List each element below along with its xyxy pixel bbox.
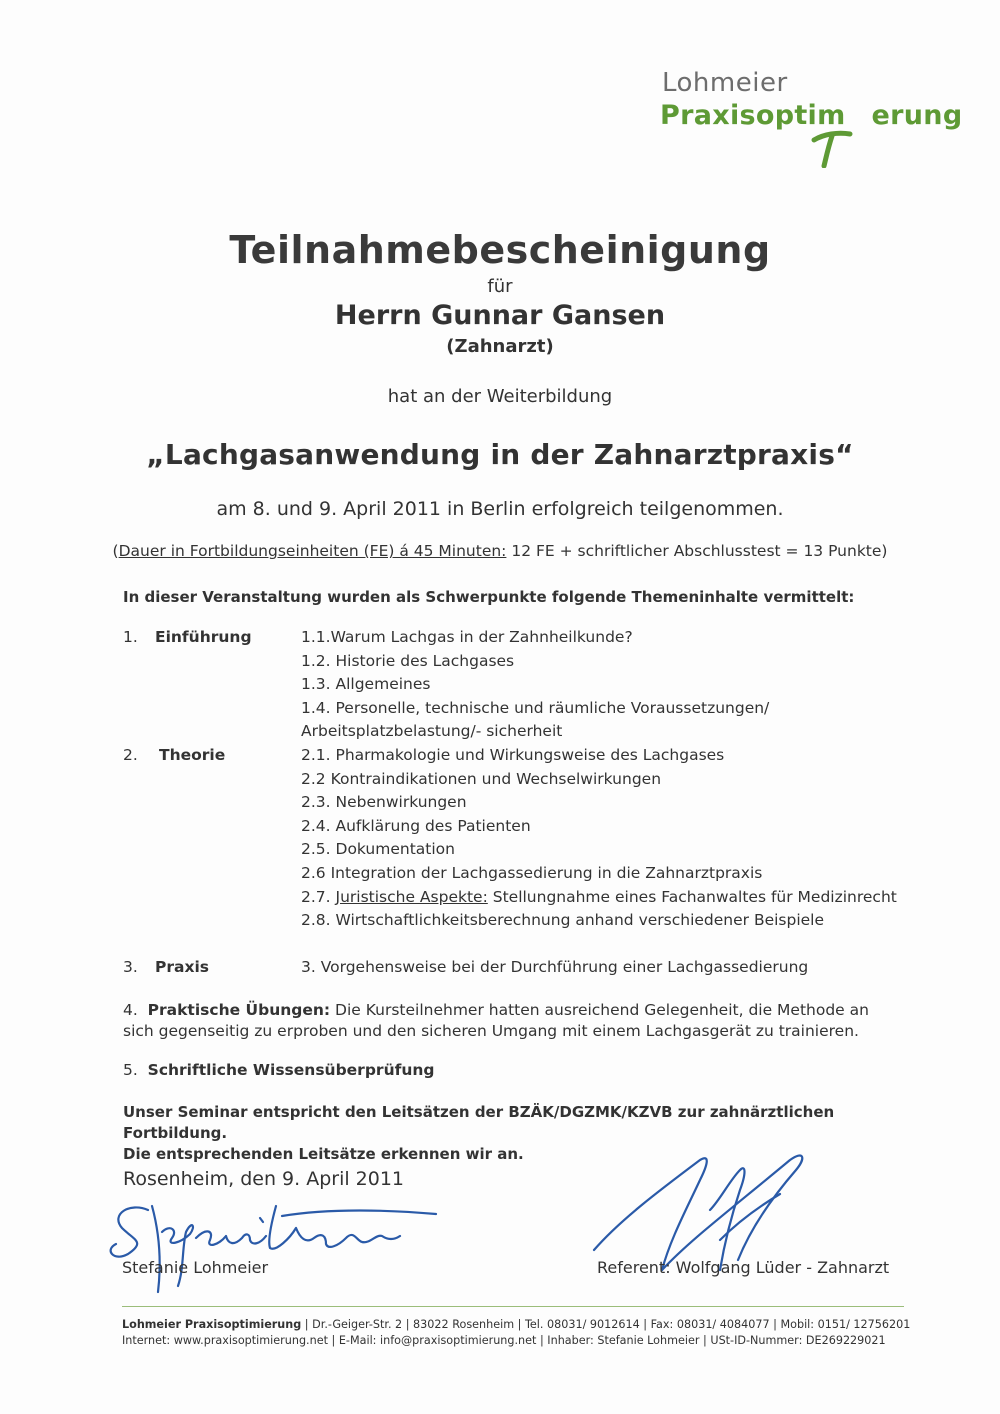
guideline-line-1: Unser Seminar entspricht den Leitsätzen der BZÄK/DGZMK/KZVB zur zahnärztlichen Fortbildung. <box>123 1103 835 1142</box>
duration-rest: 12 FE + schriftlicher Abschlusstest = 13 Punkte) <box>506 542 888 560</box>
practice-text-1: Die Kursteilnehmer hatten ausreichend Gelegenheit, die Methode an <box>330 1001 869 1019</box>
logo-swoosh-icon <box>810 98 854 168</box>
toc-item-rest: Stellungnahme eines Fachanwaltes für Medizinrecht <box>487 887 897 906</box>
place-date: Rosenheim, den 9. April 2011 <box>123 1168 405 1190</box>
toc-row <box>123 626 943 650</box>
footer-company: Lohmeier Praxisoptimierung <box>122 1318 302 1331</box>
logo-text-praxisoptimierung <box>660 100 963 131</box>
logo-text-part2: erung <box>871 100 963 131</box>
toc-row <box>123 720 943 744</box>
footer-line-2: Internet: www.praxisoptimierung.net | E-Mail: info@praxisoptimierung.net | Inhaber: Stefanie Lohmeier | USt-ID-Nummer: DE269229021 <box>122 1334 886 1347</box>
logo-text-lohmeier: Lohmeier <box>662 68 788 98</box>
toc-section: Praxis <box>155 957 210 976</box>
toc-row <box>123 862 943 886</box>
date-line: am 8. und 9. April 2011 in Berlin erfolgreich teilgenommen. <box>216 498 784 520</box>
toc-item: 2.5. Dokumentation <box>301 840 455 859</box>
intro-text: hat an der Weiterbildung <box>387 386 613 407</box>
practice-title: Praktische Übungen: <box>147 1001 331 1019</box>
toc-item: 1.3. Allgemeines <box>301 675 431 694</box>
toc-row <box>123 838 943 862</box>
duration-underlined: Dauer in Fortbildungseinheiten (FE) á 45 Minuten: <box>118 542 507 560</box>
toc-section: Einführung <box>155 628 252 646</box>
toc-item: 2.8. Wirtschaftlichkeitsberechnung anhand verschiedener Beispiele <box>301 911 825 930</box>
toc-item <box>301 886 897 910</box>
toc-item-prefix: 2.7. <box>301 887 336 906</box>
toc-number: 3. <box>123 957 138 976</box>
exam-title: Schriftliche Wissensüberprüfung <box>147 1061 435 1079</box>
signer-left-name: Stefanie Lohmeier <box>122 1258 269 1277</box>
toc-row <box>123 791 943 815</box>
for-label: für <box>487 276 513 297</box>
toc-row <box>123 650 943 674</box>
toc-item: 2.1. Pharmakologie und Wirkungsweise des Lachgases <box>301 745 725 764</box>
toc-number: 1. <box>123 628 138 646</box>
signature-left-icon <box>100 1188 440 1298</box>
topics-list <box>123 626 943 979</box>
toc-section: Theorie <box>159 745 226 764</box>
exam-number: 5. <box>123 1061 138 1079</box>
toc-number: 2. <box>123 745 138 764</box>
guideline-line-2: Die entsprechenden Leitsätze erkennen wir an. <box>123 1145 524 1163</box>
toc-item: 1.1.Warum Lachgas in der Zahnheilkunde? <box>301 628 633 646</box>
toc-row <box>123 909 943 933</box>
topics-heading: In dieser Veranstaltung wurden als Schwerpunkte folgende Themeninhalte vermittelt: <box>123 588 855 606</box>
duration-open: ( <box>112 542 119 560</box>
toc-item: 2.3. Nebenwirkungen <box>301 793 467 812</box>
toc-item: 2.6 Integration der Lachgassedierung in die Zahnarztpraxis <box>301 863 763 882</box>
toc-row <box>123 886 943 910</box>
practice-text-2: sich gegenseitig zu erproben und den sicheren Umgang mit einem Lachgasgerät zu trainieren. <box>123 1022 859 1040</box>
footer-address: | Dr.-Geiger-Str. 2 | 83022 Rosenheim | Tel. 08031/ 9012614 | Fax: 08031/ 4084077 | Mobil: 0151/ 12756201 <box>301 1318 911 1331</box>
toc-row <box>123 768 943 792</box>
toc-item: 3. Vorgehensweise bei der Durchführung einer Lachgassedierung <box>301 957 809 976</box>
toc-row <box>123 956 943 980</box>
toc-item: 2.4. Aufklärung des Patienten <box>301 816 531 835</box>
toc-row <box>123 744 943 768</box>
course-title: „Lachgasanwendung in der Zahnarztpraxis“ <box>146 438 854 471</box>
practice-line-1 <box>123 1000 923 1021</box>
toc-item: Arbeitsplatzbelastung/- sicherheit <box>301 722 563 741</box>
exam-line <box>123 1060 923 1081</box>
footer-divider <box>122 1306 904 1307</box>
company-logo <box>660 68 963 131</box>
toc-row <box>123 673 943 697</box>
toc-row <box>123 697 943 721</box>
toc-item-underlined: Juristische Aspekte: <box>335 887 488 906</box>
logo-text-part1: Praxisoptim <box>660 100 846 131</box>
recipient-name: Herrn Gunnar Gansen <box>334 300 666 331</box>
practice-paragraph <box>123 1000 923 1042</box>
footer-line-1 <box>122 1318 922 1331</box>
toc-row <box>123 815 943 839</box>
recipient-profession: (Zahnarzt) <box>446 336 554 357</box>
duration-line <box>0 542 1000 560</box>
toc-item: 1.2. Historie des Lachgases <box>301 651 515 670</box>
toc-item: 1.4. Personelle, technische und räumliche Voraussetzungen/ <box>301 698 770 717</box>
toc-item: 2.2 Kontraindikationen und Wechselwirkungen <box>301 769 662 788</box>
signer-right-name: Referent: Wolfgang Lüder - Zahnarzt <box>597 1258 890 1277</box>
certificate-title: Teilnahmebescheinigung <box>229 228 771 272</box>
practice-number: 4. <box>123 1001 138 1019</box>
